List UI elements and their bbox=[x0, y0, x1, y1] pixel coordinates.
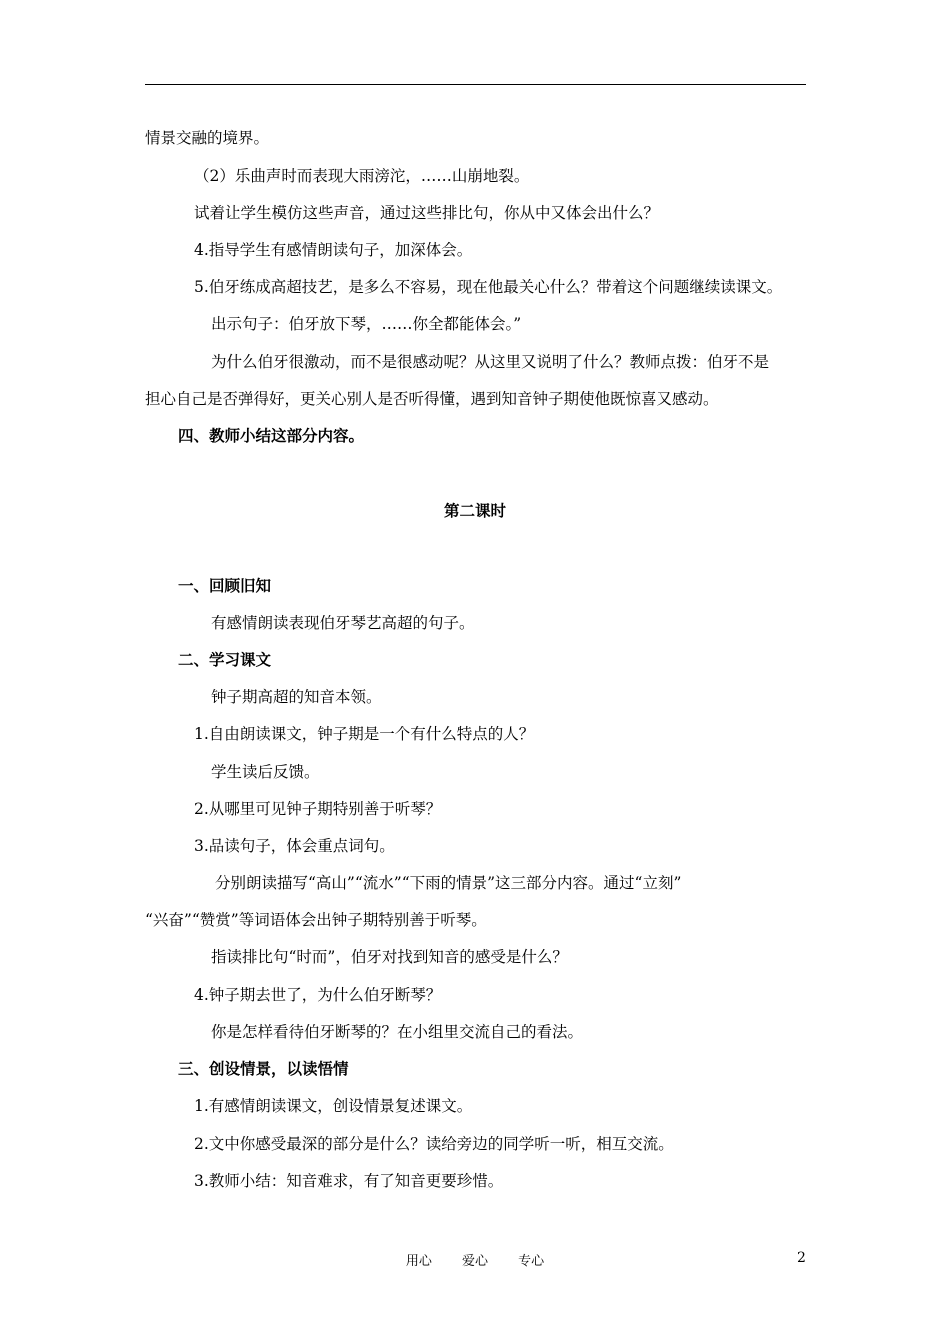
text-line: 3.教师小结：知音难求，有了知音更要珍惜。 bbox=[194, 1172, 504, 1190]
text-line: 3.品读句子，体会重点词句。 bbox=[194, 837, 395, 855]
text-line: 担心自己是否弹得好，更关心别人是否听得懂，遇到知音钟子期使他既惊喜又感动。 bbox=[145, 390, 719, 408]
lesson-title: 第二课时 bbox=[443, 502, 506, 520]
footer-word: 专心 bbox=[518, 1254, 545, 1269]
text-line: 2.从哪里可见钟子期特别善于听琴？ bbox=[194, 800, 442, 818]
text-line: 为什么伯牙很激动，而不是很感动呢？从这里又说明了什么？教师点拨：伯牙不是 bbox=[211, 353, 770, 371]
text-line: 4.钟子期去世了，为什么伯牙断琴？ bbox=[194, 986, 442, 1004]
text-line: “兴奋”“赞赏”等词语体会出钟子期特别善于听琴。 bbox=[145, 911, 487, 929]
text-line: 1.有感情朗读课文，创设情景复述课文。 bbox=[194, 1097, 473, 1115]
text-line: 出示句子：伯牙放下琴，……你全都能体会。” bbox=[211, 315, 522, 333]
text-line: 指读排比句“时而”，伯牙对找到知音的感受是什么？ bbox=[211, 948, 568, 966]
text-line: （2）乐曲声时而表现大雨滂沱，……山崩地裂。 bbox=[194, 167, 530, 185]
text-line: 情景交融的境界。 bbox=[145, 129, 270, 147]
section-heading: 一、回顾旧知 bbox=[178, 577, 272, 595]
text-line: 4.指导学生有感情朗读句子，加深体会。 bbox=[194, 241, 473, 259]
section-heading: 二、学习课文 bbox=[178, 651, 272, 669]
text-line: 1.自由朗读课文，钟子期是一个有什么特点的人？ bbox=[194, 725, 535, 743]
text-line: 试着让学生模仿这些声音，通过这些排比句，你从中又体会出什么？ bbox=[194, 204, 660, 222]
section-heading: 四、教师小结这部分内容。 bbox=[178, 427, 365, 445]
header-rule bbox=[145, 84, 806, 85]
text-line: 钟子期高超的知音本领。 bbox=[211, 688, 382, 706]
page-footer bbox=[0, 1250, 950, 1269]
text-line: 5.伯牙练成高超技艺，是多么不容易，现在他最关心什么？带着这个问题继续读课文。 bbox=[194, 278, 783, 296]
text-line: 有感情朗读表现伯牙琴艺高超的句子。 bbox=[211, 614, 475, 632]
section-heading: 三、创设情景，以读悟情 bbox=[178, 1060, 349, 1078]
text-line: 分别朗读描写“高山”“流水”“下雨的情景”这三部分内容。通过“立刻” bbox=[215, 874, 682, 892]
text-line: 学生读后反馈。 bbox=[211, 763, 320, 781]
page-number: 2 bbox=[797, 1250, 806, 1266]
footer-word: 用心 bbox=[405, 1254, 432, 1269]
footer-word: 爱心 bbox=[461, 1254, 488, 1269]
text-line: 2.文中你感受最深的部分是什么？读给旁边的同学听一听，相互交流。 bbox=[194, 1135, 674, 1153]
text-line: 你是怎样看待伯牙断琴的？在小组里交流自己的看法。 bbox=[211, 1023, 584, 1041]
